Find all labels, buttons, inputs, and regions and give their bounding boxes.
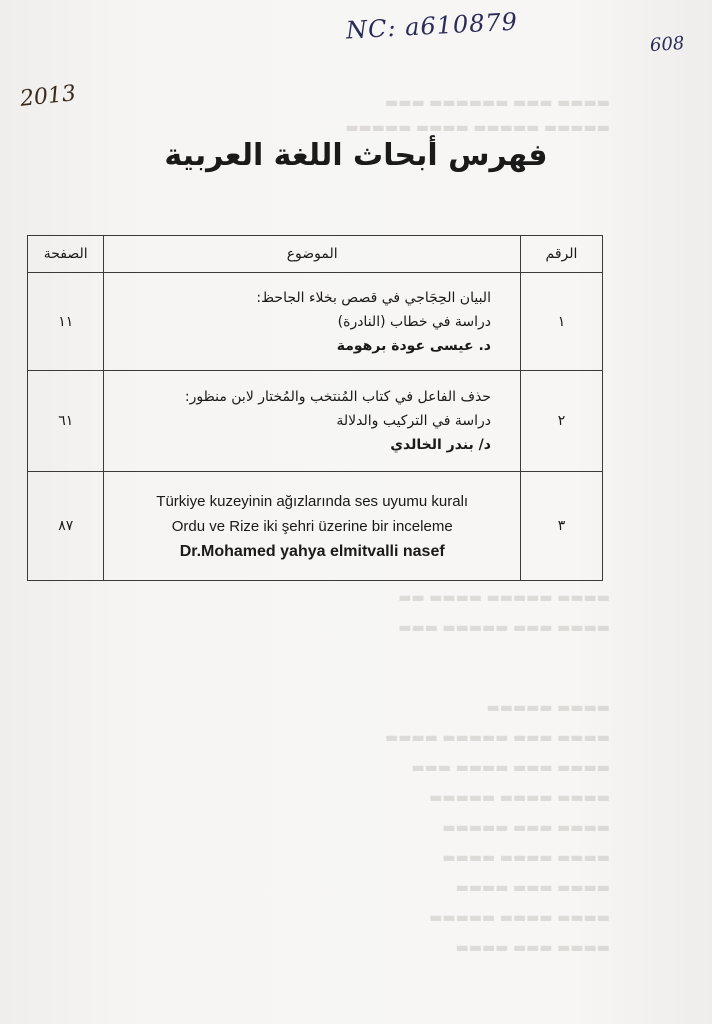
show-through-text: ▬▬▬▬ ▬▬▬▬ ▬▬▬▬▬ <box>429 910 610 926</box>
row-page: ٦١ <box>28 371 104 472</box>
show-through-text: ▬▬▬▬ ▬▬▬ ▬▬▬▬ <box>455 880 610 896</box>
show-through-text: ▬▬▬▬ ▬▬▬▬ ▬▬▬▬▬ <box>429 790 610 806</box>
show-through-text: ▬▬▬▬▬ ▬▬▬▬▬ ▬▬▬▬ ▬▬▬▬▬ <box>345 120 610 136</box>
topic-line: Türkiye kuzeyinin ağızlarında ses uyumu kuralı <box>156 492 469 510</box>
row-topic <box>104 273 521 371</box>
row-page: ٨٧ <box>28 472 104 581</box>
table-row <box>28 273 603 371</box>
topic-line: دراسة في خطاب (النادرة) <box>337 313 491 330</box>
topic-text <box>105 286 519 358</box>
row-page: ١١ <box>28 273 104 371</box>
topic-line: البيان الحِجَاجي في قصص بخلاء الجاحظ: <box>256 289 491 306</box>
show-through-text: ▬▬▬▬ ▬▬▬ ▬▬▬▬▬ ▬▬▬▬ <box>385 730 610 746</box>
table-header-row <box>28 236 603 273</box>
header-page: الصفحة <box>28 236 104 273</box>
header-topic: الموضوع <box>104 236 521 273</box>
topic-line: حذف الفاعل في كتاب المُنتخب والمُختار لابن منظور: <box>184 389 491 405</box>
author-name: د. عيسى عودة برهومة <box>336 337 491 354</box>
show-through-text: ▬▬▬▬ ▬▬▬ ▬▬▬▬ ▬▬▬ <box>411 760 610 776</box>
table-row <box>28 371 603 472</box>
handwritten-page-mark: 608 <box>649 32 686 57</box>
row-number: ١ <box>520 273 602 371</box>
page-title: فهرس أبحاث اللغة العربية <box>164 138 548 173</box>
row-topic <box>104 472 521 581</box>
topic-text <box>105 385 519 457</box>
show-through-text: ▬▬▬▬ ▬▬▬ ▬▬▬▬ <box>455 940 610 956</box>
row-number: ٣ <box>520 472 602 581</box>
show-through-text: ▬▬▬▬ ▬▬▬▬▬ <box>486 700 610 716</box>
handwritten-year-mark: 2013 <box>18 81 78 112</box>
show-through-text: ▬▬▬▬ ▬▬▬ ▬▬▬▬▬▬ ▬▬▬ <box>385 95 610 111</box>
topic-text <box>105 489 519 564</box>
row-number: ٢ <box>520 371 602 472</box>
topic-line: دراسة في التركيب والدلالة <box>336 413 491 429</box>
show-through-text: ▬▬▬▬ ▬▬▬▬▬ ▬▬▬▬ ▬▬ <box>398 590 610 606</box>
author-name: Dr.Mohamed yahya elmitvalli nasef <box>179 542 445 560</box>
show-through-text: ▬▬▬▬ ▬▬▬▬ ▬▬▬▬ <box>442 850 610 866</box>
header-number: الرقم <box>520 236 602 273</box>
table-row <box>28 472 603 581</box>
contents-table <box>27 235 603 581</box>
show-through-text: ▬▬▬▬ ▬▬▬ ▬▬▬▬▬ <box>442 820 610 836</box>
topic-line: Ordu ve Rize iki şehri üzerine bir inceleme <box>171 517 453 535</box>
handwritten-call-number: NC: a610879 <box>345 7 519 45</box>
show-through-text: ▬▬▬▬ ▬▬▬ ▬▬▬▬▬ ▬▬▬ <box>398 620 610 636</box>
author-name: د/ بندر الخالدي <box>390 437 491 453</box>
row-topic <box>104 371 521 472</box>
